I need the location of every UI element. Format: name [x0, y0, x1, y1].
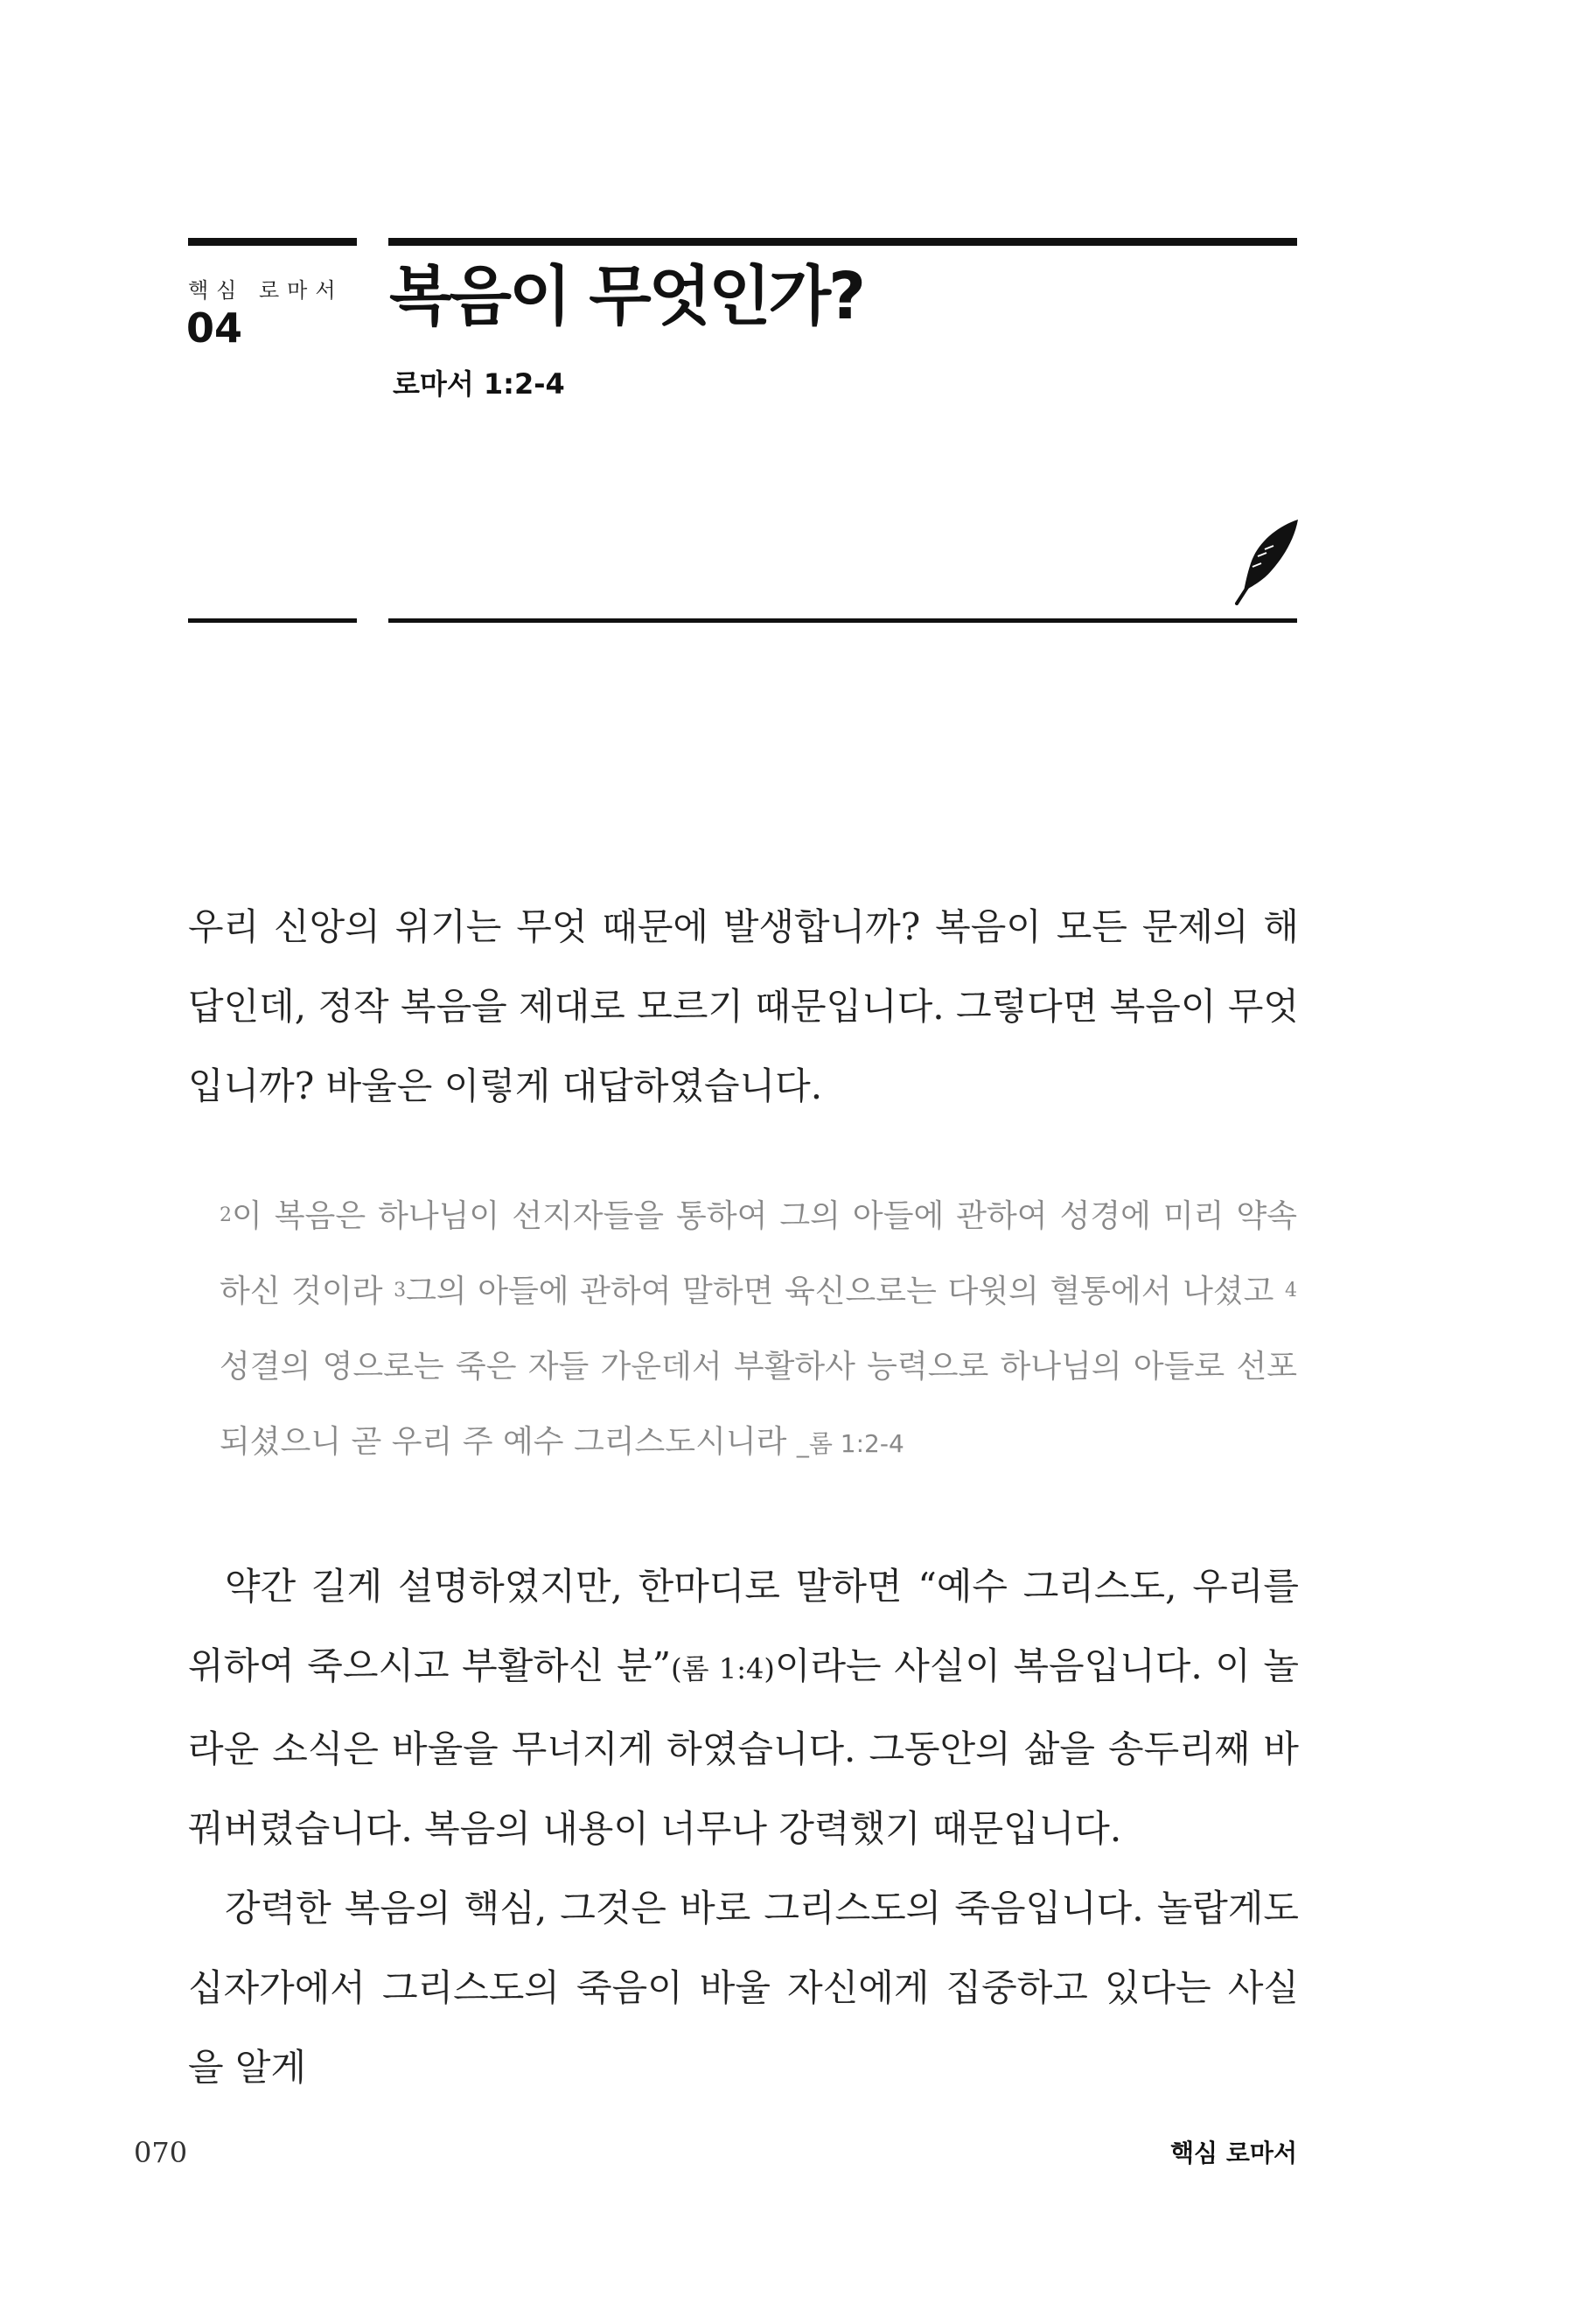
- body-paragraph-2: [188, 1546, 1299, 1868]
- inline-reference: (롬 1:4): [671, 1652, 775, 1685]
- scripture-reference: 로마서 1:2-4: [393, 367, 565, 401]
- paragraph-2-text-b: 이라는 사실이 복음입니다. 이 놀라운 소식은 바울을 무너지게 하였습니다. 그동안의 삶을 송두리째 바꿔버렸습니다. 복음의 내용이 너무나 강력했기 때문입니다.: [188, 1644, 1300, 1850]
- quote-reference: _롬 1:2-4: [796, 1429, 904, 1458]
- verse-3-text: 그의 아들에 관하여 말하면 육신으로는 다윗의 혈통에서 나셨고: [406, 1274, 1285, 1309]
- page-number: 070: [134, 2136, 188, 2169]
- verse-2-text: 이 복음은 하나님이 선지자들을 통하여 그의 아들에 관하여 성경에 미리 약속하신 것이라: [220, 1198, 1297, 1309]
- verse-4-text: 성결의 영으로는 죽은 자들 가운데서 부활하사 능력으로 하나님의 아들로 선포되셨으니 곧 우리 주 예수 그리스도시니라: [220, 1349, 1297, 1460]
- running-head: 핵심 로마서: [1170, 2139, 1297, 2167]
- body-paragraph-1: [188, 887, 1299, 1126]
- header-rule-top-left: [188, 238, 357, 246]
- header-rule-bottom-right: [388, 618, 1297, 623]
- scripture-quote: [220, 1179, 1297, 1482]
- chapter-title: 복음이 무엇인가?: [389, 259, 864, 334]
- verse-number-4: 4: [1285, 1280, 1297, 1302]
- body-paragraph-3: 강력한 복음의 핵심, 그것은 바로 그리스도의 죽음입니다. 놀랍게도 십자가에서 그리스도의 죽음이 바울 자신에게 집중하고 있다는 사실을 알게: [188, 1887, 1299, 2089]
- verse-number-3: 3: [394, 1280, 407, 1302]
- paragraph-2-text-a: 약간 길게 설명하였지만, 한마디로 말하면 “예수 그리스도, 우리를 위하여 죽으시고 부활하신 분”: [188, 1565, 1299, 1687]
- header-rule-top-right: [388, 238, 1297, 246]
- paragraph-text: 우리 신앙의 위기는 무엇 때문에 발생합니까? 복음이 모든 문제의 해답인데, 정작 복음을 제대로 모르기 때문입니다. 그렇다면 복음이 무엇입니까? 바울은 이렇게 대답하였습니다.: [188, 905, 1299, 1107]
- header-rule-bottom-left: [188, 618, 357, 623]
- feather-quill-icon: [1232, 518, 1301, 605]
- chapter-number: 04: [186, 304, 243, 352]
- body-paragraphs-2-3: [188, 1546, 1299, 2107]
- series-label: 핵심 로마서: [188, 278, 344, 303]
- verse-number-2: 2: [220, 1204, 232, 1226]
